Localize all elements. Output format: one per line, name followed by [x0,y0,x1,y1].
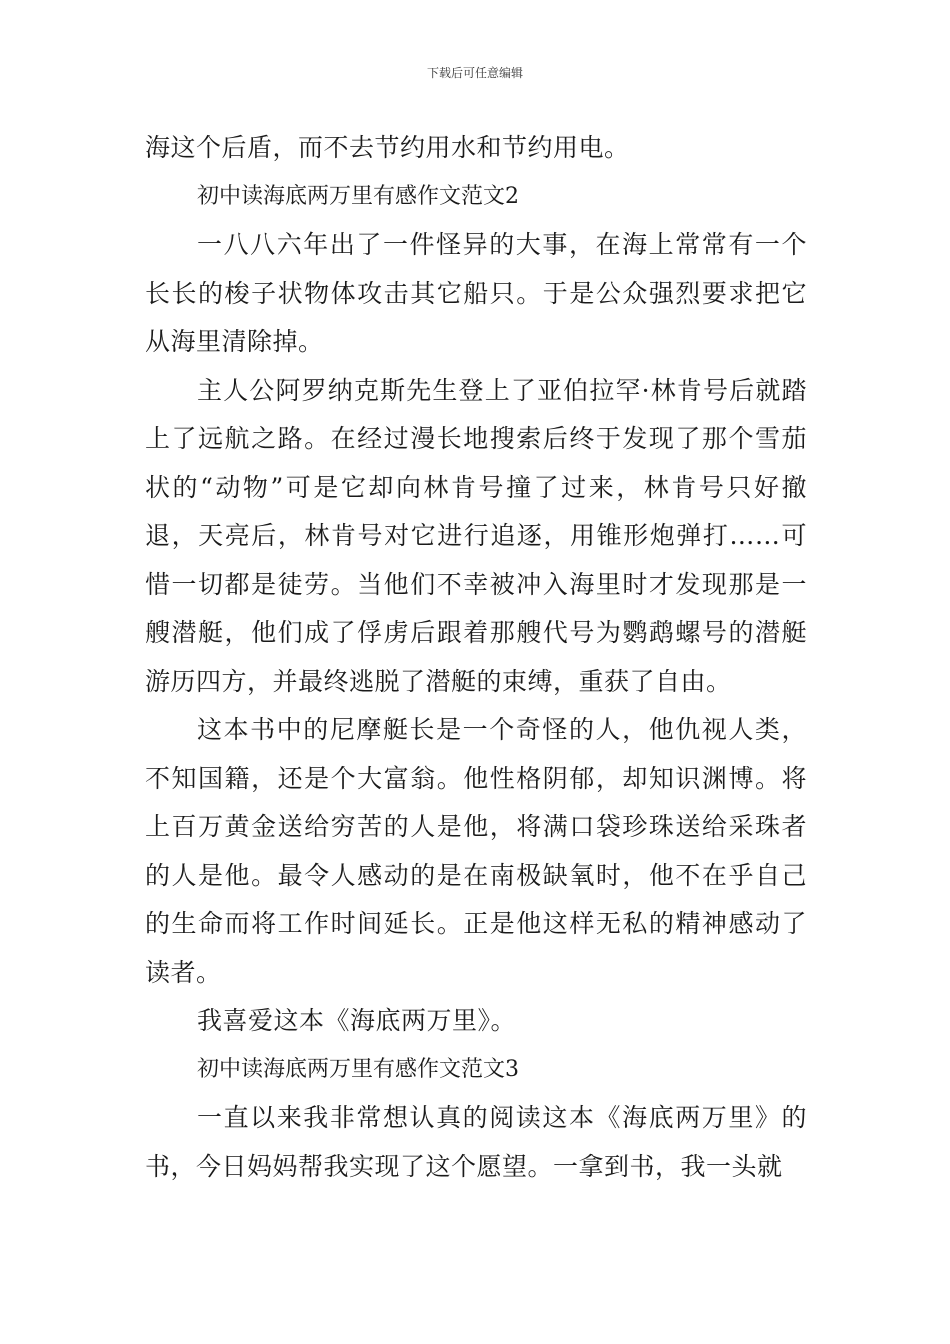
paragraph: 一八八六年出了一件怪异的大事，在海上常常有一个长长的梭子状物体攻击其它船只。于是公众强烈要求把它从海里清除掉。 [145,230,807,356]
section-heading-2: 初中读海底两万里有感作文范文2 [197,183,519,209]
paragraph: 主人公阿罗纳克斯先生登上了亚伯拉罕·林肯号后就踏上了远航之路。在经过漫长地搜索后终于发现了那个雪茄状的“动物”可是它却向林肯号撞了过来，林肯号只好撤退，天亮后，林肯号对它进行追逐，用锥形炮弹打……可惜一切都是徒劳。当他们不幸被冲入海里时才发现那是一艘潜艇，他们成了俘虏后跟着那艘代号为鹦鹉螺号的潜艇游历四方，并最终逃脱了潜艇的束缚，重获了自由。 [145,375,807,696]
paragraph: 一直以来我非常想认真的阅读这本《海底两万里》的书，今日妈妈帮我实现了这个愿望。一拿到书，我一头就 [145,1103,807,1181]
section-heading-3: 初中读海底两万里有感作文范文3 [197,1056,519,1082]
page-header-note: 下载后可任意编辑 [426,66,523,80]
paragraph: 这本书中的尼摩艇长是一个奇怪的人，他仇视人类，不知国籍，还是个大富翁。他性格阴郁，却知识渊博。将上百万黄金送给穷苦的人是他，将满口袋珍珠送给采珠者的人是他。最令人感动的是在南极缺氧时，他不在乎自己的生命而将工作时间延长。正是他这样无私的精神感动了读者。 [145,715,807,987]
document-body [145,124,807,1191]
paragraph-continuation: 海这个后盾，而不去节约用水和节约用电。 [145,133,630,162]
paragraph: 我喜爱这本《海底两万里》。 [197,1006,517,1035]
